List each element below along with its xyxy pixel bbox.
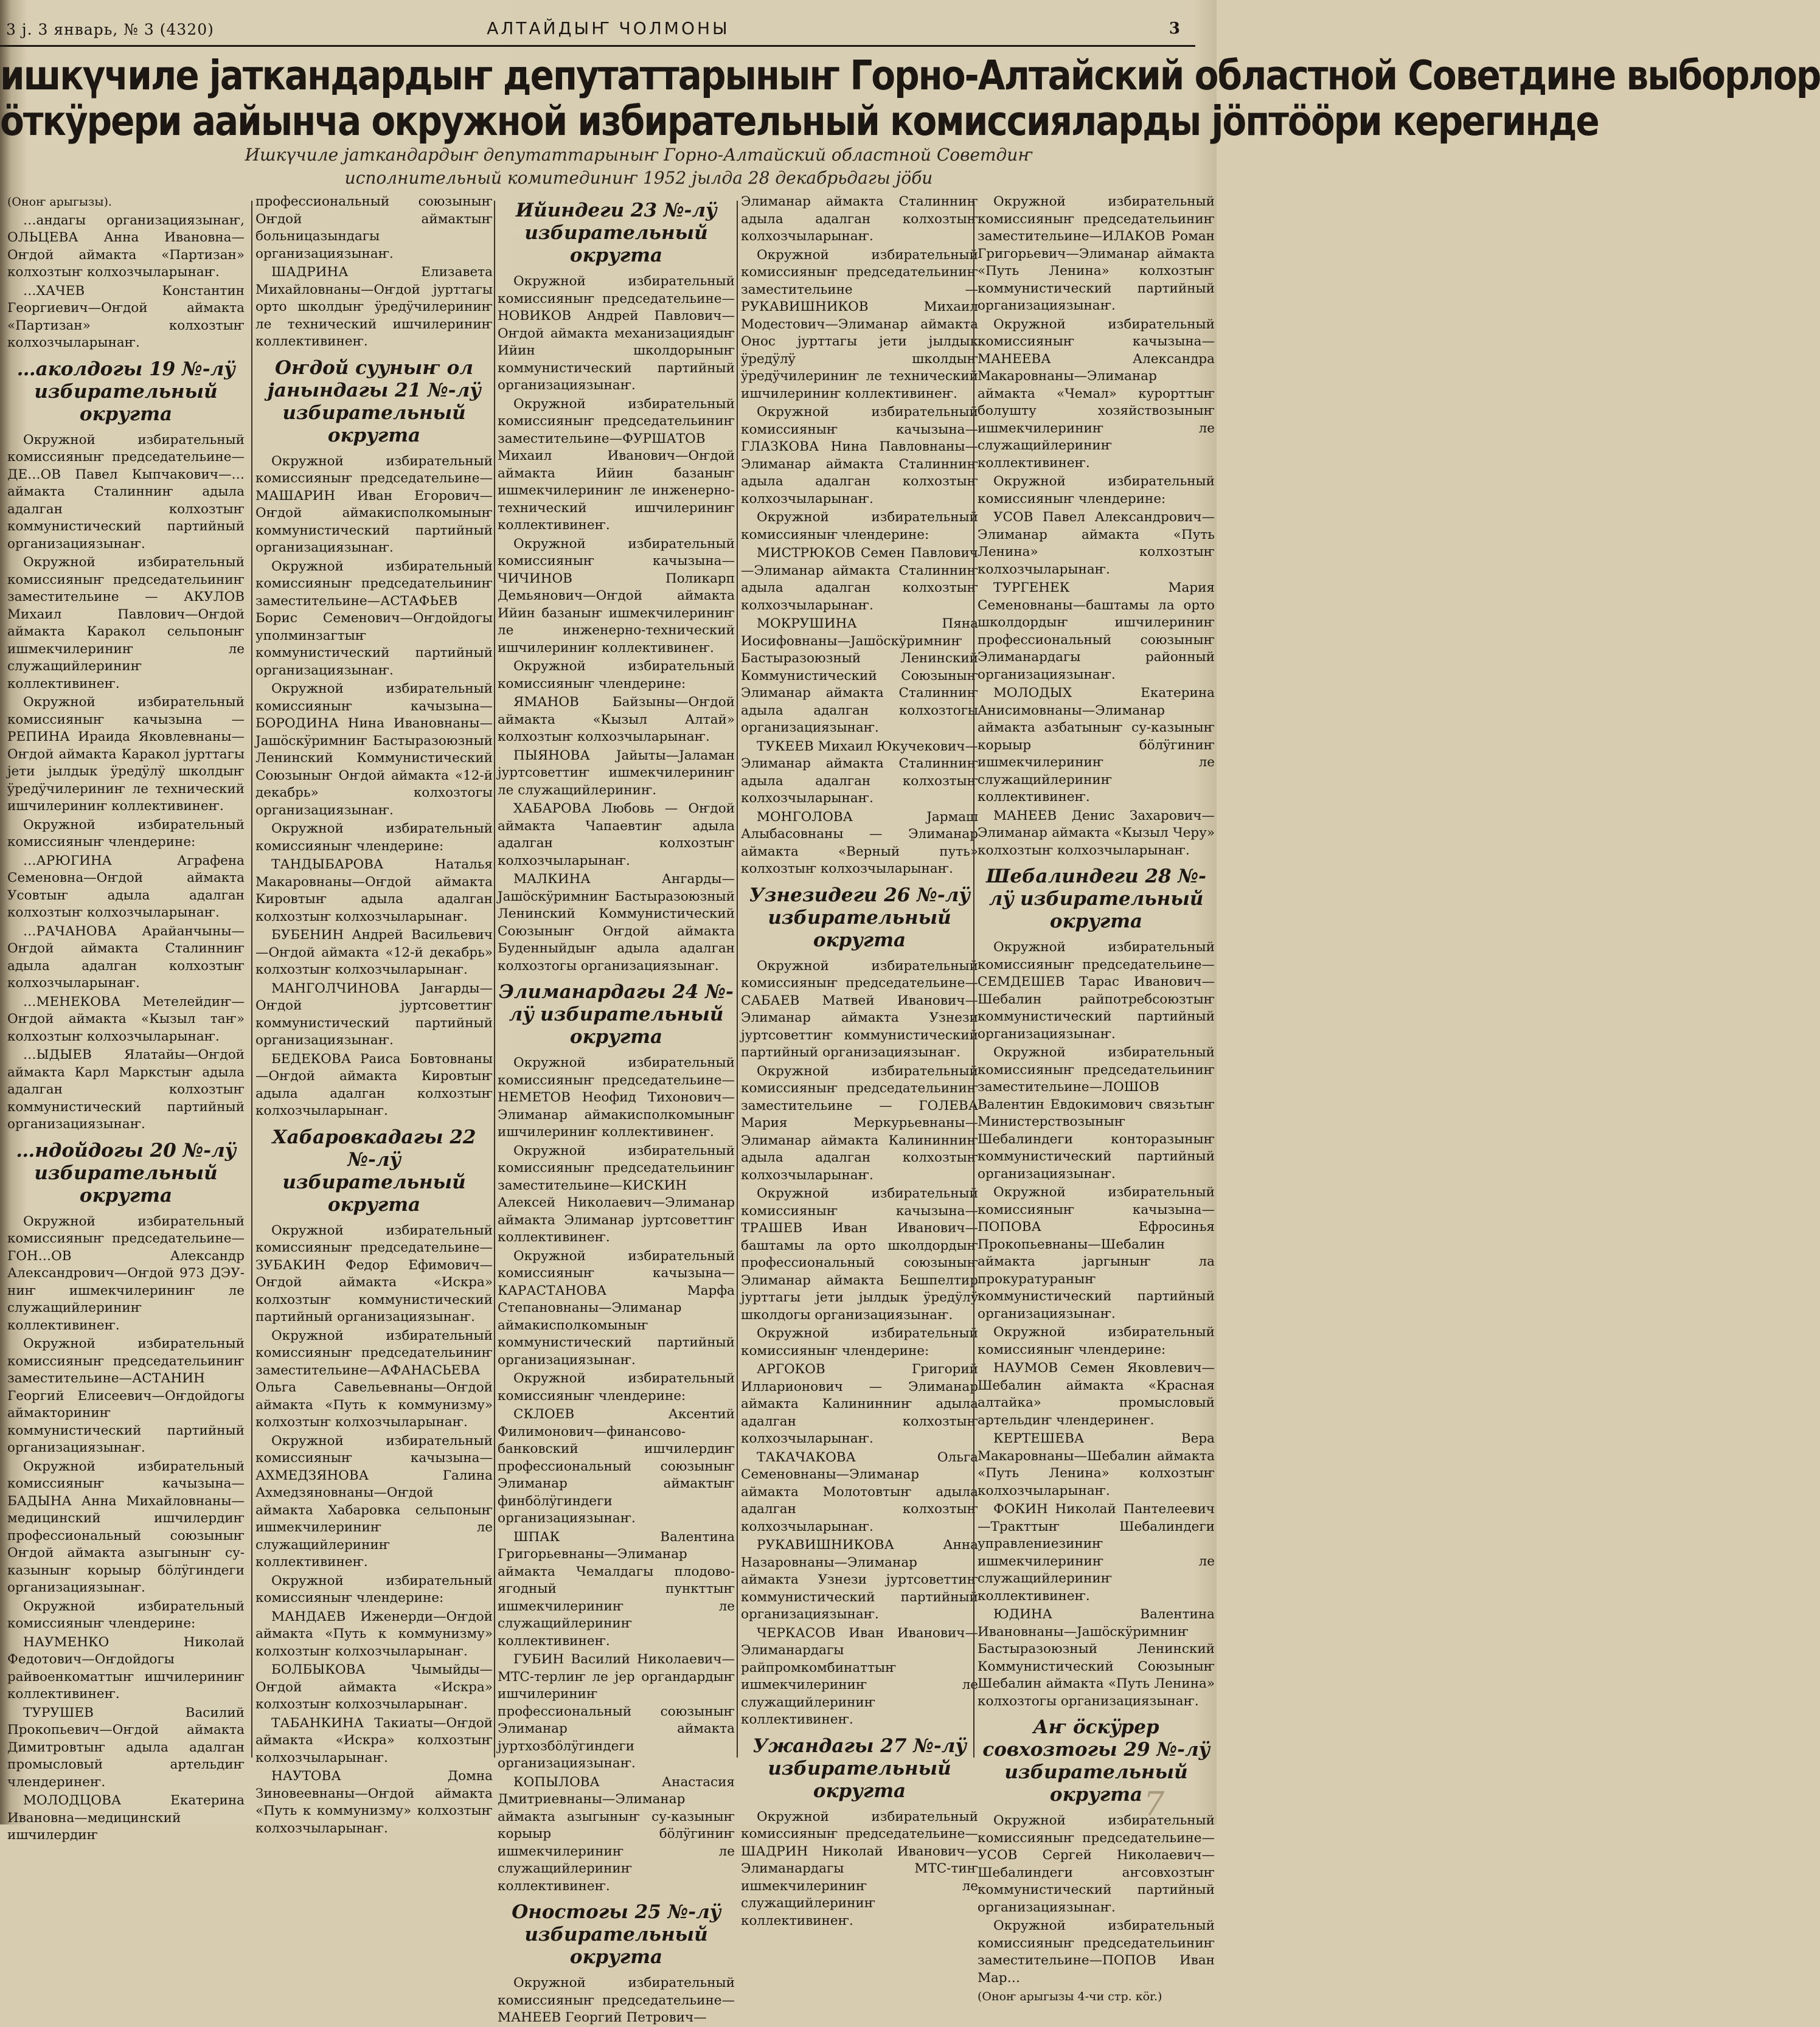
column-divider <box>251 201 252 1758</box>
article-paragraph: ТУРГЕНЕК Мария Семеновнаны—баштамы ла орто школдордыҥ ишчилериниҥ профессиональный союзыныҥ Элиманардагы районный организациязынаҥ. <box>978 580 1215 682</box>
article-paragraph: Окружной избирательный комиссияныҥ председательине—МАШАРИН Иван Егорович—Оҥдой аймакисполкомыныҥ коммунистический партийный организациязынаҥ. <box>255 453 493 555</box>
article-paragraph: Окружной избирательный комиссияныҥ качызына—МАНЕЕВА Александра Макаровнаны—Элиманар аймакта «Чемал» курорттыҥ болушту хозяйствозыныҥ ишмекчилериниҥ ле служащийлериниҥ коллективинеҥ. <box>978 316 1215 471</box>
newspaper-name: АЛТАЙДЫҤ ЧОЛМОНЫ <box>487 18 730 38</box>
article-paragraph: Окружной избирательный комиссияныҥ члендерине: <box>498 659 735 691</box>
article-paragraph: МОЛОДЦОВА Екатерина Ивановна—медицинский ишчилердиҥ <box>7 1793 245 1843</box>
subhead-line-2: исполнительный комитединиҥ 1952 јылда 28 декабрьдагы јöби <box>344 168 933 188</box>
district-heading: Ужандагы 27 №-лÿ избирательный округта <box>752 1734 967 1802</box>
article-paragraph: Окружной избирательный комиссияныҥ качызына—КАРАСТАНОВА Марфа Степановнаны—Элиманар аймакисполкомыныҥ коммунистический партийный организациязынаҥ. <box>498 1248 735 1368</box>
article-paragraph: Окружной избирательный комиссияныҥ члендерине: <box>741 1326 978 1359</box>
article-paragraph: (Оноҥ арыгызы 4-чи стр. кör.) <box>978 1990 1162 2003</box>
article-paragraph: КОПЫЛОВА Анастасия Дмитриевнаны—Элиманар аймакта азыгыныҥ су-казыныҥ корыыр бöлÿгиниҥ ишмекчилериниҥ ле служащийлериниҥ коллективинеҥ. <box>498 1774 735 1894</box>
article-paragraph: Окружной избирательный комиссияныҥ председательине—УСОВ Сергей Николаевич—Шебалиндеги аҥсовхозтыҥ коммунистический партийный организациязынаҥ. <box>978 1813 1215 1915</box>
article-paragraph: …ХАЧЕВ Константин Георгиевич—Оҥдой аймакта «Партизан» колхозтыҥ колхозчыларынаҥ. <box>7 283 245 350</box>
article-paragraph: МИСТРЮКОВ Семен Павлович—Элиманар аймакта Сталинниҥ адыла адалган колхозтыҥ колхозчыларынаҥ. <box>741 546 978 613</box>
article-paragraph: Окружной избирательный комиссияныҥ председательиниҥ заместительине—ИЛАКОВ Роман Григорьевич—Элиманар аймакта «Путь Ленина» колхозтыҥ коммунистический партийный организациязынаҥ. <box>978 194 1215 313</box>
article-paragraph: ФОКИН Николай Пантелеевич—Тракттыҥ Шебалиндеги управлениезиниҥ ишмекчилериниҥ ле служащийлериниҥ коллективинеҥ. <box>978 1502 1215 1604</box>
article-paragraph: НАУТОВА Домна Зиновеевнаны—Оҥдой аймакта «Путь к коммунизму» колхозтыҥ колхозчыларынаҥ. <box>255 1769 493 1836</box>
article-paragraph: Окружной избирательный комиссияныҥ председательиниҥ заместительине — ГОЛЕВА Мария Меркурьевнаны—Элиманар аймакта Калининниҥ адыла адалган колхозтыҥ колхозчыларынаҥ. <box>741 1063 978 1183</box>
article-paragraph: профессиональный союзыныҥ Оҥдой аймактыҥ больницазындагы организациязынаҥ. <box>255 194 493 262</box>
article-paragraph: Окружной избирательный комиссияныҥ председательиниҥ заместительине — РУКАВИШНИКОВ Михаил Модестович—Элиманар аймакта Онос јурттагы јети јылдык ÿредÿлÿ школдыҥ ÿредÿчилериниҥ ле технический ишчилериниҥ коллективинеҥ. <box>741 247 978 401</box>
article-column-5 <box>978 193 1215 2003</box>
article-paragraph: Окружной избирательный комиссияныҥ председательине—ГОН…ОВ Александр Александрович—Оҥдой 973 ДЭУ-ниҥ ишмекчилериниҥ ле служащийлериниҥ коллективинеҥ. <box>7 1213 245 1333</box>
article-paragraph: Окружной избирательный комиссияныҥ члендерине: <box>978 474 1215 507</box>
article-paragraph: Окружной избирательный комиссияныҥ председательиниҥ заместительине—АФАНАСЬЕВА Ольга Савельевнаны—Оҥдой аймакта «Путь к коммунизму» колхозтыҥ колхозчыларынаҥ. <box>255 1328 493 1430</box>
district-heading: Оҥдой сууныҥ ол јанындагы 21 №-лÿ избирательный округта <box>267 356 481 446</box>
district-heading: Элиманардагы 24 №-лÿ избирательный округта <box>499 981 734 1048</box>
article-paragraph: Окружной избирательный комиссияныҥ члендерине: <box>7 817 245 850</box>
district-heading: Узнезидеги 26 №-лÿ избирательный округта <box>749 884 970 951</box>
issue-info: 3 ј. 3 январь, № 3 (4320) <box>6 21 214 38</box>
article-paragraph: МАЛКИНА Ангарды—Јашöскÿримниҥ Бастыразоюзный Ленинский Коммунистический Союзыныҥ Оҥдой аймакта Буденныйдыҥ адыла адалган колхозтогы организациязынаҥ. <box>498 871 735 974</box>
article-paragraph: КЕРТЕШЕВА Вера Макаровнаны—Шебалин аймакта «Путь Ленина» колхозтыҥ колхозчыларынаҥ. <box>978 1431 1215 1499</box>
article-paragraph: Окружной избирательный комиссияныҥ председательиниҥ заместительине—КИСКИН Алексей Николаевич—Элиманар аймакта Элиманар јуртсоветтиҥ коллективинеҥ. <box>498 1143 735 1245</box>
district-heading: …ндойдогы 20 №-лÿ избирательный округта <box>16 1139 236 1207</box>
subhead-line-1: Ишкүчиле јаткандардыҥ депутаттарыныҥ Горно-Алтайский областной Советдиҥ <box>245 145 1033 165</box>
article-paragraph: МОЛОДЫХ Екатерина Анисимовнаны—Элиманар аймакта азбатыныҥ су-казыныҥ корыыр бöлÿгиниҥ ишмекчилериниҥ ле служащийлериниҥ коллективинеҥ. <box>978 685 1215 805</box>
article-paragraph: Окружной избирательный комиссияныҥ члендерине: <box>498 1371 735 1404</box>
column-divider <box>494 201 495 1758</box>
article-paragraph: …ЫДЫЕВ Ялатайы—Оҥдой аймакта Карл Маркстыҥ адыла адалган колхозтыҥ коммунистический партийный организациязынаҥ. <box>7 1047 245 1132</box>
archive-page-mark: 7 <box>1144 1785 1165 1823</box>
district-heading: …аколдогы 19 №-лÿ избирательный округта <box>16 358 235 425</box>
article-paragraph: Окружной избирательный комиссияныҥ председательине—НЕМЕТОВ Неофид Тихонович—Элиманар аймакисполкомыныҥ ишчилериниҥ коллективинеҥ. <box>498 1055 735 1140</box>
article-paragraph: Окружной избирательный комиссияныҥ члендерине: <box>978 1325 1215 1357</box>
article-paragraph: МОНГОЛОВА Јармаш Алыбасовнаны — Элиманар аймакта «Верный путь» колхозтыҥ колхозчыларынаҥ. <box>741 809 978 876</box>
article-paragraph: …МЕНЕКОВА Метелейдиҥ—Оҥдой аймакта «Кызыл таҥ» колхозтыҥ колхозчыларынаҥ. <box>7 994 245 1044</box>
article-paragraph: ТУКЕЕВ Михаил Юкучекович—Элиманар аймакта Сталинниҥ адыла адалган колхозтыҥ колхозчыларынаҥ. <box>741 738 978 806</box>
district-heading: Хабаровкадагы 22 №-лÿ избирательный округта <box>272 1126 476 1216</box>
article-paragraph: Окружной избирательный комиссияныҥ председательиниҥ заместительине—ПОПОВ Иван Мар… <box>978 1918 1215 1986</box>
article-paragraph: БЕДЕКОВА Раиса Бовтовнаны—Оҥдой аймакта Кировтыҥ адыла адалган колхозтыҥ колхозчыларынаҥ. <box>255 1051 493 1118</box>
article-paragraph: Окружной избирательный комиссияныҥ председательине—НОВИКОВ Андрей Павлович—Оҥдой аймакта механизациядыҥ Ийин школдорыныҥ коммунистический партийный организациязынаҥ. <box>498 274 735 393</box>
article-paragraph: Окружной избирательный комиссияныҥ качызына—ЧИЧИНОВ Поликарп Демьянович—Оҥдой аймакта Ийин базаныҥ ишмекчилериниҥ ле инженерно-технический ишчилериниҥ коллективинеҥ. <box>498 536 735 656</box>
article-paragraph: Окружной избирательный комиссияныҥ председательине—ЗУБАКИН Федор Ефимович—Оҥдой аймакта «Искра» колхозтыҥ коммунистический партийный организациязынаҥ. <box>255 1222 493 1325</box>
article-paragraph: ЮДИНА Валентина Ивановнаны—Јашöскÿримниҥ Бастыразоюзный Ленинский Коммунистический Союзыныҥ Шебалин аймакта «Путь Ленина» колхозтогы организациязынаҥ. <box>978 1607 1215 1709</box>
article-paragraph: ХАБАРОВА Любовь — Оҥдой аймакта Чапаевтиҥ адыла адалган колхозтыҥ колхозчыларынаҥ. <box>498 801 735 868</box>
article-paragraph: ЯМАНОВ Байзыны—Оҥдой аймакта «Кызыл Алтай» колхозтыҥ колхозчыларынаҥ. <box>498 695 735 744</box>
article-paragraph: БУБЕНИН Андрей Васильевич—Оҥдой аймакта «12-й декабрь» колхозтыҥ колхозчыларынаҥ. <box>255 927 493 977</box>
article-paragraph: …андагы организациязынаҥ, ОЛЬЦЕВА Анна Ивановна—Оҥдой аймакта «Партизан» колхозтыҥ колхозчыларынаҥ. <box>7 212 245 280</box>
article-paragraph: ШАДРИНА Елизавета Михайловнаны—Оҥдой јурттагы орто школдыҥ ÿредÿчилериниҥ ле технический ишчилериниҥ коллективинеҥ. <box>255 265 493 349</box>
article-paragraph: (Оноҥ арыгызы). <box>7 195 112 209</box>
article-paragraph: Окружной избирательный комиссияныҥ председательиниҥ заместительине — АКУЛОВ Михаил Павлович—Оҥдой аймакта Каракол сельпоныҥ ишмекчилериниҥ ле служащийлериниҥ коллективинеҥ. <box>7 555 245 691</box>
page-number: 3 <box>1169 19 1180 38</box>
article-paragraph: ГУБИН Василий Николаевич—МТС-терлиҥ ле јер органдардыҥ ишчилериниҥ профессиональный союзыныҥ Элиманар аймакта јуртхозбöлÿгиндеги организациязынаҥ. <box>498 1652 735 1771</box>
district-heading: Аҥ öскÿрер совхозтогы 29 №-лÿ избирательный округта <box>982 1716 1210 1806</box>
article-paragraph: Окружной избирательный комиссияныҥ председательиниҥ заместительине—АСТАНИН Георгий Елисеевич—Оҥдойдогы аймакториниҥ коммунистический партийный организациязынаҥ. <box>7 1336 245 1455</box>
column-divider <box>973 201 974 1758</box>
article-paragraph: МАНЕЕВ Денис Захарович—Элиманар аймакта «Кызыл Черу» колхозтыҥ колхозчыларынаҥ. <box>978 808 1215 858</box>
article-paragraph: Окружной избирательный комиссияныҥ председательиниҥ заместительине—АСТАФЬЕВ Борис Семенович—Оҥдойдогы уполминзагтыҥ коммунистический партийный организациязынаҥ. <box>255 558 493 678</box>
article-paragraph: СКЛОЕВ Аксентий Филимонович—финансово-банковский ишчилердиҥ профессиональный союзыныҥ Элиманар аймактыҥ финбöлÿгиндеги организациязынаҥ. <box>498 1407 735 1526</box>
article-paragraph: РУКАВИШНИКОВА Анна Назаровнаны—Элиманар аймакта Узнези јуртсоветтиҥ коммунистический партийный организациязынаҥ. <box>741 1537 978 1622</box>
article-paragraph: Окружной избирательный комиссияныҥ качызына—ПОПОВА Ефросинья Прокопьевнаны—Шебалин аймакта јаргыныҥ ла прокуратураныҥ коммунистический партийный организациязынаҥ. <box>978 1185 1215 1322</box>
district-heading: Шебалиндеги 28 №-лÿ избирательный округта <box>986 865 1206 932</box>
article-paragraph: Окружной избирательный комиссияныҥ председательиниҥ заместительине—ЛОШОВ Валентин Евдокимович связьтыҥ Министерствозыныҥ Шебалиндеги конторазыныҥ коммунистический партийный организациязынаҥ. <box>978 1045 1215 1182</box>
article-column-3 <box>498 193 735 2025</box>
page-header <box>0 17 1217 46</box>
article-paragraph: МАНДАЕВ Иженерди—Оҥдой аймакта «Путь к коммунизму» колхозтыҥ колхозчыларынаҥ. <box>255 1609 493 1659</box>
article-paragraph: АРГОКОВ Григорий Илларионович — Элиманар аймакта Калининниҥ адыла адалган колхозтыҥ колхозчыларынаҥ. <box>741 1362 978 1446</box>
article-paragraph: …АРЮГИНА Аграфена Семеновна—Оҥдой аймакта Усовтыҥ адыла адалган колхозтыҥ колхозчыларынаҥ. <box>7 853 245 920</box>
article-paragraph: …РАЧАНОВА Арайанчыны—Оҥдой аймакта Сталинниҥ адыла адалган колхозтыҥ колхозчыларынаҥ. <box>7 923 245 991</box>
article-paragraph: НАУМЕНКО Николай Федотович—Оҥдойдогы райвоенкоматтыҥ ишчилериниҥ коллективинеҥ. <box>7 1634 245 1702</box>
article-column-2 <box>255 193 493 1836</box>
article-paragraph: Окружной избирательный комиссияныҥ члендерине: <box>741 510 978 542</box>
article-paragraph: Окружной избирательный комиссияныҥ председательине—ШАДРИН Николай Иванович—Элиманардагы МТС-тиҥ ишмекчилериниҥ ле служащийлериниҥ коллективинеҥ. <box>741 1809 978 1928</box>
article-paragraph: ТУРУШЕВ Василий Прокопьевич—Оҥдой аймакта Димитровтыҥ адыла адалган промысловый артельдиҥ члендеринеҥ. <box>7 1705 245 1790</box>
article-paragraph: УСОВ Павел Александрович—Элиманар аймакта «Путь Ленина» колхозтыҥ колхозчыларынаҥ. <box>978 510 1215 577</box>
article-paragraph: Окружной избирательный комиссияныҥ председательине—САБАЕВ Матвей Иванович—Элиманар аймакта Узнези јуртсоветтиҥ коммунистический партийный организациязынаҥ. <box>741 958 978 1060</box>
column-divider <box>737 201 738 1758</box>
article-paragraph: МОКРУШИНА Пяна Иосифовнаны—Јашöскÿримниҥ Бастыразоюзный Ленинский Коммунистический Союзыныҥ Элиманар аймакта Сталинниҥ адыла адалган колхозтогы организациязынаҥ. <box>741 616 978 735</box>
article-paragraph: Окружной избирательный комиссияныҥ качызына—АХМЕДЗЯНОВА Галина Ахмедзяновнаны—Оҥдой аймакта Хабаровка сельпоныҥ ишмекчилериниҥ ле служащийлериниҥ коллективинеҥ. <box>255 1433 493 1570</box>
article-paragraph: Окружной избирательный комиссияныҥ председательиниҥ заместительине—ФУРШАТОВ Михаил Иванович—Оҥдой аймакта Ийин базаныҥ ишмекчилериниҥ ле инженерно-технический ишчилериниҥ коллективинеҥ. <box>498 396 735 533</box>
headline-line-2: öткÿрери аайынча окружной избирательный комиссияларды јöптööри керегинде <box>0 97 1599 145</box>
article-paragraph: ПЫЯНОВА Јайыты—Јаламан јуртсоветтиҥ ишмекчилериниҥ ле служащийлериниҥ. <box>498 747 735 798</box>
article-paragraph: Окружной избирательный комиссияныҥ председательине—СЕМДЕШЕВ Тарас Иванович—Шебалин райпотребсоюзтыҥ коммунистический партийный организациязынаҥ. <box>978 940 1215 1042</box>
headline-line-1: ишкүчиле јаткандардыҥ депутаттарыныҥ Горно-Алтайский областной Советдине выборлор <box>0 51 1820 100</box>
article-paragraph: Элиманар аймакта Сталинниҥ адыла адалган колхозтыҥ колхозчыларынаҥ. <box>741 194 978 244</box>
article-paragraph: Окружной избирательный комиссияныҥ председательине—ДЕ…ОВ Павел Кыпчакович—…аймакта Сталинниҥ адыла адалган колхозтыҥ коммунистический партийный организациязынаҥ. <box>7 432 245 552</box>
article-paragraph: ТАНДЫБАРОВА Наталья Макаровнаны—Оҥдой аймакта Кировтыҥ адыла адалган колхозтыҥ колхозчыларынаҥ. <box>255 857 493 924</box>
article-paragraph: Окружной избирательный комиссияныҥ члендерине: <box>255 1573 493 1606</box>
article-paragraph: Окружной избирательный комиссияныҥ качызына—ГЛАЗКОВА Нина Павловнаны—Элиманар аймакта Сталинниҥ адыла адалган колхозтыҥ колхозчыларынаҥ. <box>741 404 978 507</box>
article-paragraph: Окружной избирательный комиссияныҥ члендерине: <box>255 821 493 854</box>
article-paragraph: МАНГОЛЧИНОВА Јаҥарды—Оҥдой јуртсоветтиҥ коммунистический партийный организациязынаҥ. <box>255 980 493 1048</box>
article-paragraph: Окружной избирательный комиссияныҥ качызына—БАДЫНА Анна Михайловнаны—медицинский ишчилердиҥ профессиональный союзыныҥ Оҥдой аймакта азыгыныҥ су-казыныҥ корыыр бöлÿгиндеги организациязынаҥ. <box>7 1458 245 1595</box>
article-paragraph: ТАКАЧАКОВА Ольга Семеновнаны—Элиманар аймакта Молотовтыҥ адыла адалган колхозтыҥ колхозчыларынаҥ. <box>741 1449 978 1534</box>
article-paragraph: НАУМОВ Семен Яковлевич—Шебалин аймакта «Красная алтайка» промысловый артельдиҥ члендеринеҥ. <box>978 1360 1215 1428</box>
article-paragraph: Окружной избирательный комиссияныҥ председательине—МАНЕЕВ Георгий Петрович— <box>498 1975 735 2025</box>
article-paragraph: ЧЕРКАСОВ Иван Иванович—Элиманардагы райпромкомбинаттыҥ ишмекчилериниҥ ле служащийлериниҥ коллективинеҥ. <box>741 1625 978 1727</box>
article-paragraph: ТАБАНКИНА Такиаты—Оҥдой аймакта «Искра» колхозтыҥ колхозчыларынаҥ. <box>255 1715 493 1765</box>
article-paragraph: Окружной избирательный комиссияныҥ качызына — РЕПИНА Ираида Яковлевнаны—Оҥдой аймакта Каракол јурттагы јети јылдык ÿредÿлÿ школдыҥ ÿредÿчилериниҥ ле технический ишчилериниҥ коллективинеҥ. <box>7 695 245 814</box>
article-paragraph: ШПАК Валентина Григорьевнаны—Элиманар аймакта Чемалдагы плодово-ягодный пункттыҥ ишмекчилериниҥ ле служащийлериниҥ коллективинеҥ. <box>498 1529 735 1649</box>
article-column-1 <box>7 193 245 1843</box>
article-paragraph: БОЛБЫКОВА Чымыйды—Оҥдой аймакта «Искра» колхозтыҥ колхозчыларынаҥ. <box>255 1662 493 1712</box>
district-heading: Ийиндеги 23 №-лÿ избирательный округта <box>515 199 717 266</box>
article-paragraph: Окружной избирательный комиссияныҥ члендерине: <box>7 1598 245 1631</box>
article-paragraph: Окружной избирательный комиссияныҥ качызына—БОРОДИНА Нина Ивановнаны—Јашöскÿримниҥ Бастыразоюзный Ленинский Коммунистический Союзыныҥ Оҥдой аймакта «12-й декабрь» колхозтогы организациязынаҥ. <box>255 681 493 818</box>
article-column-4 <box>741 193 978 1928</box>
district-heading: Оностогы 25 №-лÿ избирательный округта <box>512 1901 721 1968</box>
header-rule <box>0 45 1195 47</box>
article-paragraph: Окружной избирательный комиссияныҥ качызына—ТРАШЕВ Иван Иванович—баштамы ла орто школдордыҥ профессиональный союзыныҥ Элиманар аймакта Бешпелтир јурттагы јети јылдык ÿредÿлÿ школдогы организациязынаҥ. <box>741 1186 978 1323</box>
